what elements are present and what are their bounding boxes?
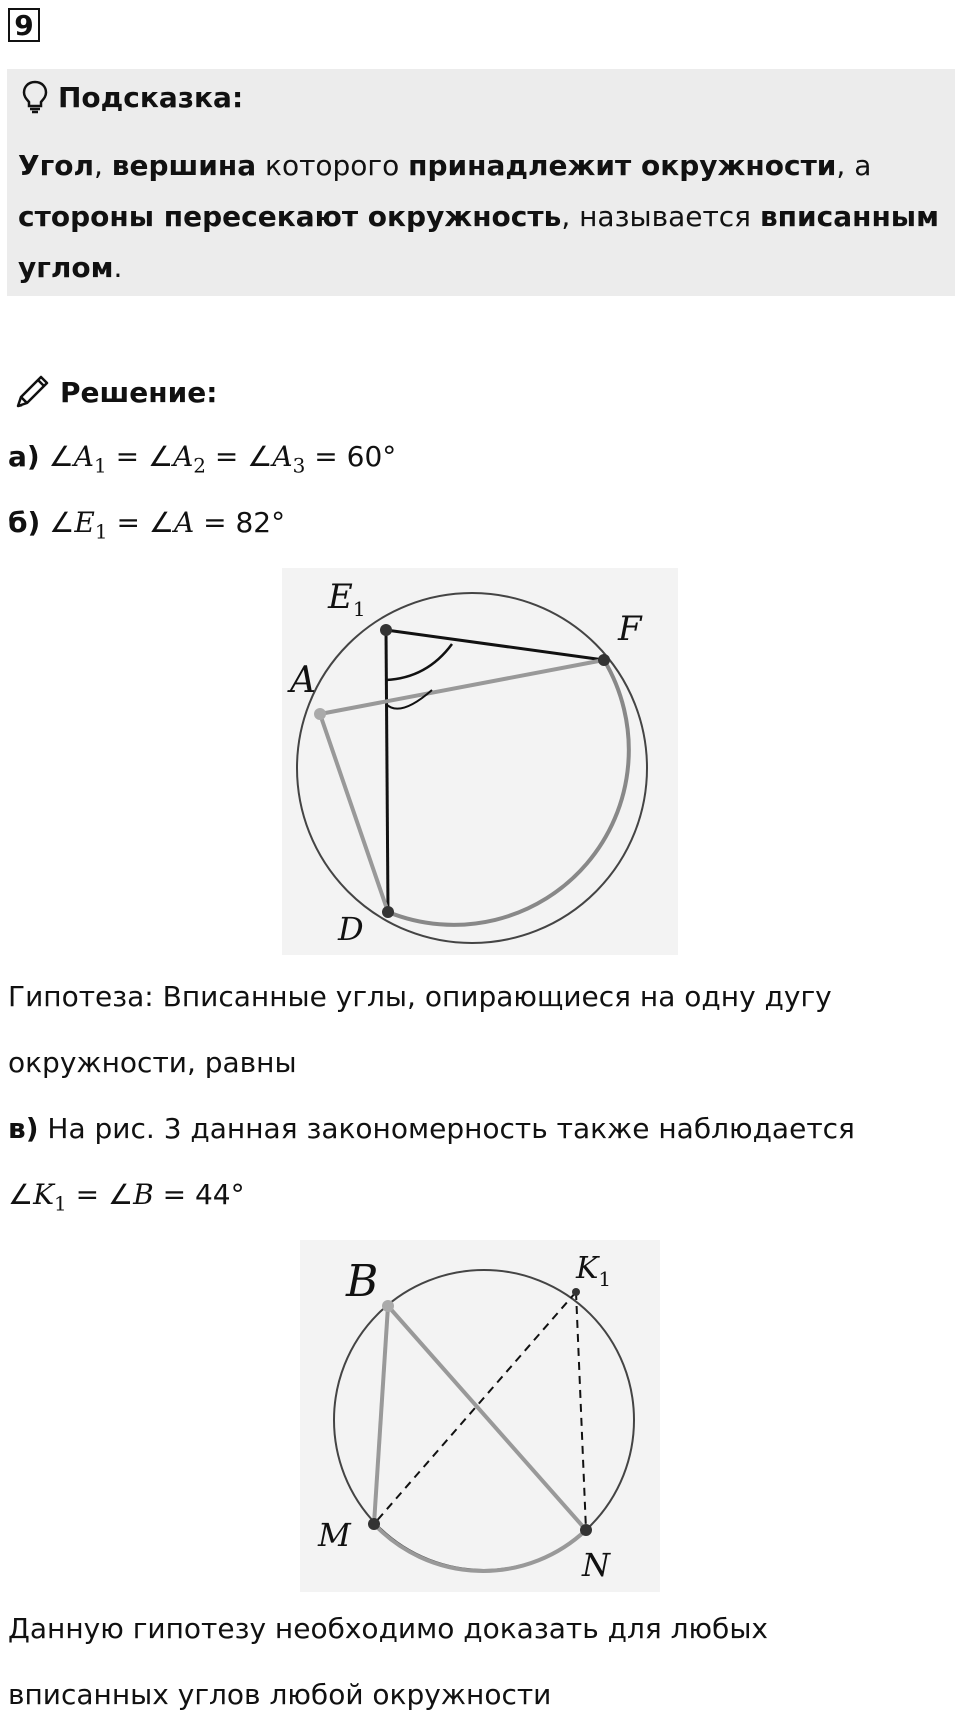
- point-a: [314, 708, 326, 720]
- circle-1: [297, 593, 647, 943]
- chord-e1-f: [386, 630, 604, 660]
- arc-fd: [388, 660, 629, 925]
- conclusion-line-1: Данную гипотезу необходимо доказать для любых: [8, 1612, 769, 1645]
- point-k1: [572, 1288, 580, 1296]
- arc-mn: [374, 1524, 586, 1571]
- hint-fragment: , называется: [561, 200, 760, 233]
- point-b: [382, 1300, 394, 1312]
- hint-fragment: которого: [256, 149, 409, 182]
- hypothesis-line-1: Гипотеза: Вписанные углы, опирающиеся на одну дугу: [8, 980, 832, 1013]
- hint-fragment: .: [113, 251, 123, 284]
- angle-arc-e1: [386, 644, 452, 680]
- point-f: [598, 654, 610, 666]
- hint-term: стороны пересекают окружность: [18, 200, 562, 233]
- solution-title-text: Решение:: [60, 375, 218, 409]
- task-number: 9: [8, 8, 40, 42]
- label-e1: $E_1$: [328, 577, 366, 621]
- label-a: A: [290, 660, 316, 701]
- answer-c-formula: $\angle K_1$ = ∠B = 44°: [8, 1178, 245, 1216]
- answer-a: а) $\angle A_1$ = $\angle A_2$ = $\angle A_3 = 60^\circ$: [8, 440, 397, 478]
- hint-title: [22, 80, 243, 114]
- chord-k1-n: [576, 1292, 586, 1530]
- point-e1: [380, 624, 392, 636]
- label-k1: $K_1$: [576, 1251, 612, 1291]
- hint-term: вписанным углом: [18, 200, 949, 284]
- hint-title-text: Подсказка:: [58, 80, 244, 114]
- hint-term: принадлежит окружности: [408, 149, 837, 182]
- label-n: N: [582, 1546, 610, 1584]
- chord-e1-d: [386, 630, 388, 912]
- chord-b-m: [374, 1306, 388, 1524]
- label-m: M: [318, 1516, 351, 1554]
- lightbulb-icon: [22, 80, 48, 114]
- point-m: [368, 1518, 380, 1530]
- chord-b-n: [388, 1306, 586, 1530]
- hint-fragment: , а: [836, 149, 881, 182]
- point-d: [382, 906, 394, 918]
- answer-c: в) На рис. 3 данная закономерность также наблюдается: [8, 1112, 855, 1145]
- chord-a-f: [320, 660, 604, 714]
- conclusion-line-2: вписанных углов любой окружности: [8, 1678, 552, 1711]
- chord-a-d: [320, 714, 388, 912]
- hint-term: Угол: [18, 149, 94, 182]
- answer-b: б) $\angle E_1$ = ∠A = 82°: [8, 506, 286, 544]
- point-n: [580, 1524, 592, 1536]
- label-f: F: [618, 609, 642, 649]
- hint-definition: [18, 140, 948, 293]
- figure-1: [282, 568, 678, 955]
- label-b: B: [346, 1256, 379, 1307]
- pencil-icon: [12, 372, 52, 412]
- hint-fragment: ,: [93, 149, 112, 182]
- hint-term: вершина: [111, 149, 257, 182]
- hypothesis-line-2: окружности, равны: [8, 1046, 297, 1079]
- figure-2: [300, 1240, 660, 1592]
- solution-title: [12, 372, 217, 412]
- label-d: D: [338, 910, 364, 948]
